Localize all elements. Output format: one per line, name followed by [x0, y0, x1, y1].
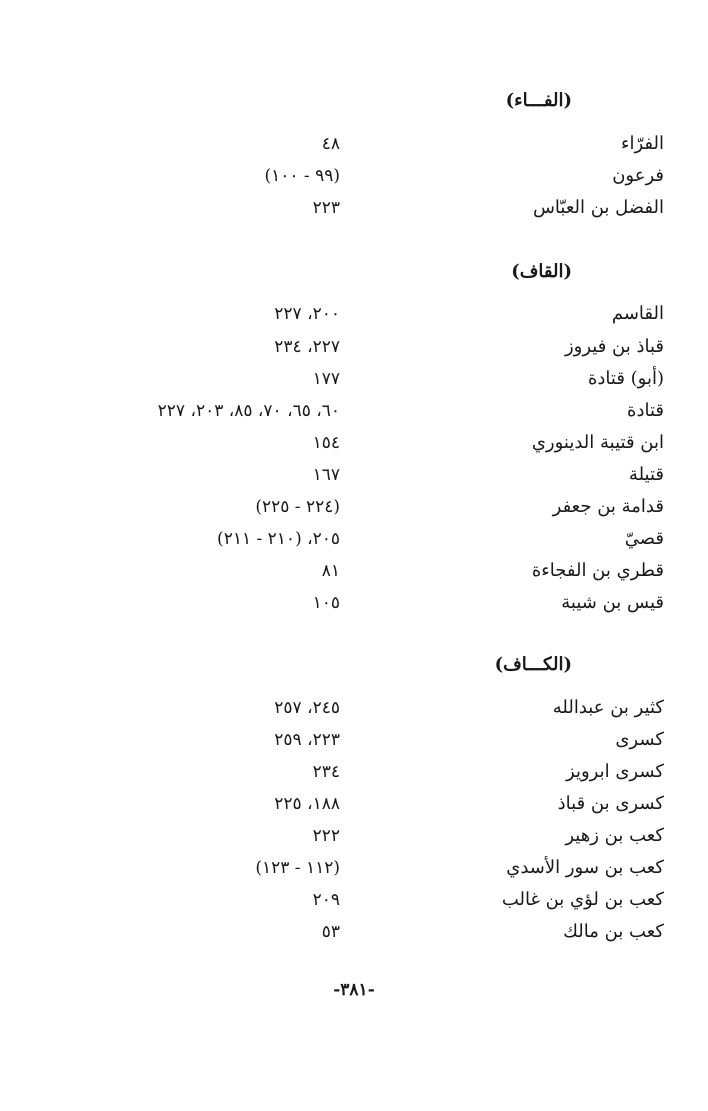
index-entry [0, 756, 708, 788]
entry-name: كعب بن لؤي بن غالب [501, 889, 664, 910]
entry-pages: ٢٢٣، ٢٥٩ [274, 730, 340, 750]
entry-name: قصيّ [624, 528, 664, 549]
entry-name: كسرى [615, 729, 664, 750]
entry-name: قدامة بن جعفر [552, 496, 664, 517]
entry-name: الفضل بن العبّاس [532, 197, 664, 218]
entry-pages: ٥٣ [321, 922, 340, 942]
section-heading-qaf: (القاف) [511, 261, 572, 282]
entry-pages: ٢٠٠، ٢٢٧ [274, 304, 340, 324]
entry-pages: (٩٩ - ١٠٠) [264, 166, 340, 186]
entry-name: كسرى بن قباذ [557, 793, 664, 814]
entry-name: قتيلة [628, 464, 664, 485]
entry-pages: ٢٠٩ [312, 890, 340, 910]
entry-name: ابن قتيبة الدينوري [531, 432, 664, 453]
index-entry [0, 298, 708, 330]
page-number: -٣٨١- [333, 980, 375, 1000]
index-entry [0, 916, 708, 948]
index-entry [0, 788, 708, 820]
entry-pages: ١٠٥ [312, 593, 340, 613]
entry-pages: ٨١ [321, 561, 340, 581]
entry-pages: ٤٨ [321, 134, 340, 154]
index-entry [0, 331, 708, 363]
entry-pages: (١١٢ - ١٢٣) [255, 858, 340, 878]
index-entry [0, 491, 708, 523]
index-entry [0, 395, 708, 427]
index-entry [0, 192, 708, 224]
entry-name: كثير بن عبدالله [552, 697, 664, 718]
index-entry [0, 587, 708, 619]
index-entry [0, 692, 708, 724]
entry-pages: ١٧٧ [312, 369, 340, 389]
entry-pages: ٢٠٥، (٢١٠ - ٢١١) [217, 529, 340, 549]
entry-name: كعب بن زهير [565, 825, 664, 846]
entry-name: كسرى ابرويز [566, 761, 664, 782]
entry-pages: ١٦٧ [312, 465, 340, 485]
index-entry [0, 724, 708, 756]
entry-pages: ٢٤٥، ٢٥٧ [274, 698, 340, 718]
index-entry [0, 523, 708, 555]
entry-pages: ٢٢٣ [312, 198, 340, 218]
index-entry [0, 820, 708, 852]
entry-name: كعب بن سور الأسدي [506, 857, 664, 878]
index-entry [0, 555, 708, 587]
index-entry [0, 884, 708, 916]
entry-pages: ١٨٨، ٢٢٥ [274, 794, 340, 814]
entry-name: قباذ بن فيروز [564, 336, 664, 357]
entry-pages: ٦٠، ٦٥، ٧٠، ٨٥، ٢٠٣، ٢٢٧ [157, 401, 340, 421]
entry-name: كعب بن مالك [563, 921, 664, 942]
entry-name: قطري بن الفجاءة [531, 560, 664, 581]
entry-name: الفرّاء [621, 133, 664, 154]
section-heading-kaf: (الكـــاف) [494, 654, 572, 675]
entry-pages: (٢٢٤ - ٢٢٥) [255, 497, 340, 517]
index-entry [0, 128, 708, 160]
entry-pages: ١٥٤ [312, 433, 340, 453]
index-entry [0, 363, 708, 395]
entry-name: قتادة [627, 400, 664, 421]
entry-pages: ٢٢٧، ٢٣٤ [274, 337, 340, 357]
entry-name: (أبو) قتادة [587, 368, 664, 389]
index-entry [0, 427, 708, 459]
entry-name: القاسم [611, 303, 664, 324]
entry-name: فرعون [612, 165, 664, 186]
entry-name: قيس بن شيبة [561, 592, 664, 613]
index-entry [0, 852, 708, 884]
entry-pages: ٢٢٢ [312, 826, 340, 846]
index-entry [0, 160, 708, 192]
section-heading-fa: (الفـــاء) [505, 90, 572, 111]
index-entry [0, 459, 708, 491]
entry-pages: ٢٣٤ [312, 762, 340, 782]
